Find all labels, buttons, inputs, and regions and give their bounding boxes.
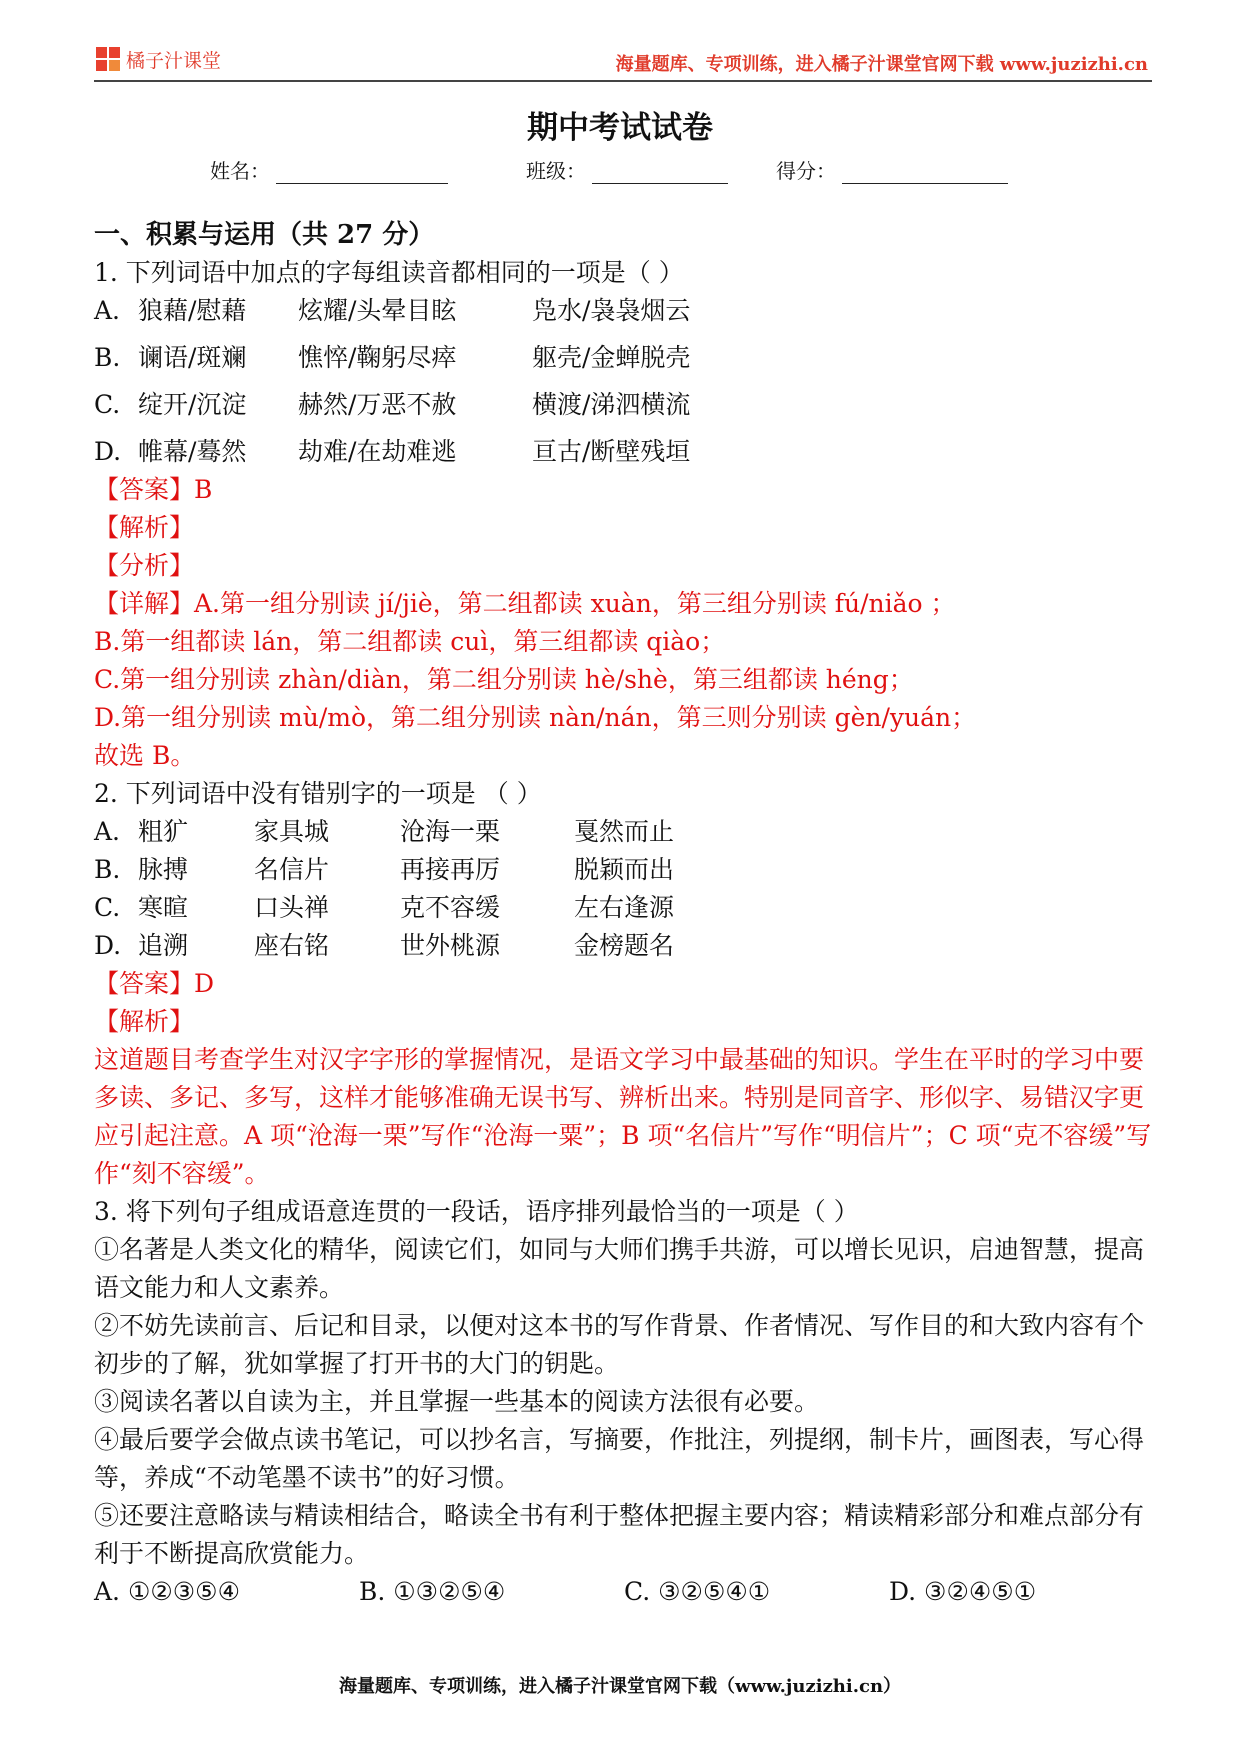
q2-jiexi-label: 【解析】 [94,1007,195,1036]
class-blank [592,161,728,184]
score-blank [842,161,1008,184]
logo-icon [96,47,122,73]
score-label: 得分： [776,159,836,183]
q1-option-a: A. 狼藉/慰藉 炫耀/头晕目眩 凫水/袅袅烟云 [94,296,691,325]
question-2-stem: 2. 下列词语中没有错别字的一项是 （ ） [94,779,542,808]
q3-sentence: ①名著是人类文化的精华，阅读它们，如同与大师们携手共游，可以增长见识，启迪智慧，提高语文能力和人文素养。 [94,1235,1145,1302]
q2-option-c: C. 寒暄 口头禅 克不容缓 左右逢源 [94,893,675,922]
q1-jiexi-label: 【解析】 [94,513,195,542]
q1-detail-line: D.第一组分别读 mù/mò，第二组分别读 nàn/nán，第三则分别读 gèn/yuán； [94,703,977,732]
q3-option-a: A. ①②③⑤④ [94,1577,241,1606]
q2-analysis: 这道题目考查学生对汉字字形的掌握情况，是语文学习中最基础的知识。学生在平时的学习中要多读、多记、多写，这样才能够准确无误书写、辨析出来。特别是同音字、形似字、易错汉字更应引起注意。A 项“沧海一栗”写作“沧海一粟”；B 项“名信片”写作“明信片”；C 项“克不容缓”写作“刻不容缓”。 [94,1045,1152,1188]
q1-detail-line: B.第一组都读 lán，第二组都读 cuì，第三组都读 qiào； [94,627,726,656]
q1-fenxi-label: 【分析】 [94,551,195,580]
q1-detail-line: 故选 B。 [94,741,196,770]
page-title: 期中考试试卷 [527,110,713,146]
q2-option-d: D. 追溯 座右铭 世外桃源 金榜题名 [94,931,675,960]
page-header [94,40,1152,82]
brand-logo [96,46,221,73]
name-blank [276,161,448,184]
q3-sentence: ③阅读名著以自读为主，并且掌握一些基本的阅读方法很有必要。 [94,1387,820,1416]
q3-sentence: ②不妨先读前言、后记和目录，以便对这本书的写作背景、作者情况、写作目的和大致内容有个初步的了解，犹如掌握了打开书的大门的钥匙。 [94,1311,1145,1378]
q1-option-b: B. 谰语/斑斓 憔悴/鞠躬尽瘁 躯壳/金蝉脱壳 [94,343,691,372]
q3-option-d: D. ③②④⑤① [889,1577,1037,1606]
q3-option-b: B. ①③②⑤④ [359,1577,506,1606]
brand-name: 橘子汁课堂 [126,50,222,72]
name-label: 姓名： [210,159,270,183]
q2-option-b: B. 脉搏 名信片 再接再厉 脱颖而出 [94,855,675,884]
q3-option-c: C. ③②⑤④① [624,1577,771,1606]
question-1-stem: 1. 下列词语中加点的字每组读音都相同的一项是（ ） [94,258,684,287]
q1-option-c: C. 绽开/沉淀 赫然/万恶不赦 横渡/涕泗横流 [94,390,691,419]
q2-option-a: A. 粗犷 家具城 沧海一栗 戛然而止 [94,817,675,846]
q1-answer: 【答案】B [94,475,213,504]
page-footer: 海量题库、专项训练，进入橘子汁课堂官网下载（www.juzizhi.cn） [338,1676,902,1697]
question-3-stem: 3. 将下列句子组成语意连贯的一段话，语序排列最恰当的一项是（ ） [94,1197,859,1226]
name-field [210,155,448,184]
section-heading: 一、积累与运用（共 27 分） [94,220,435,250]
q1-detail-line: C.第一组分别读 zhàn/diàn，第二组分别读 hè/shè，第三组都读 héng； [94,665,914,694]
class-label: 班级： [526,159,586,183]
q3-sentence: ⑤还要注意略读与精读相结合，略读全书有利于整体把握主要内容；精读精彩部分和难点部分有利于不断提高欣赏能力。 [94,1501,1145,1568]
student-info [0,155,1240,185]
exam-content [94,216,1154,1611]
q1-option-d: D. 帷幕/蓦然 劫难/在劫难逃 亘古/断壁残垣 [94,437,691,466]
q3-options [94,1573,1154,1611]
header-tagline: 海量题库、专项训练，进入橘子汁课堂官网下载 www.juzizhi.cn [615,54,1148,75]
q2-answer: 【答案】D [94,969,215,998]
score-field [776,155,1008,184]
q3-sentence: ④最后要学会做点读书笔记，可以抄名言，写摘要，作批注，列提纲，制卡片，画图表，写心得等，养成“不动笔墨不读书”的好习惯。 [94,1425,1145,1492]
class-field [526,155,728,184]
q1-detail-line: 【详解】A.第一组分别读 jí/jiè，第二组都读 xuàn，第三组分别读 fú/niǎo ； [94,589,956,618]
